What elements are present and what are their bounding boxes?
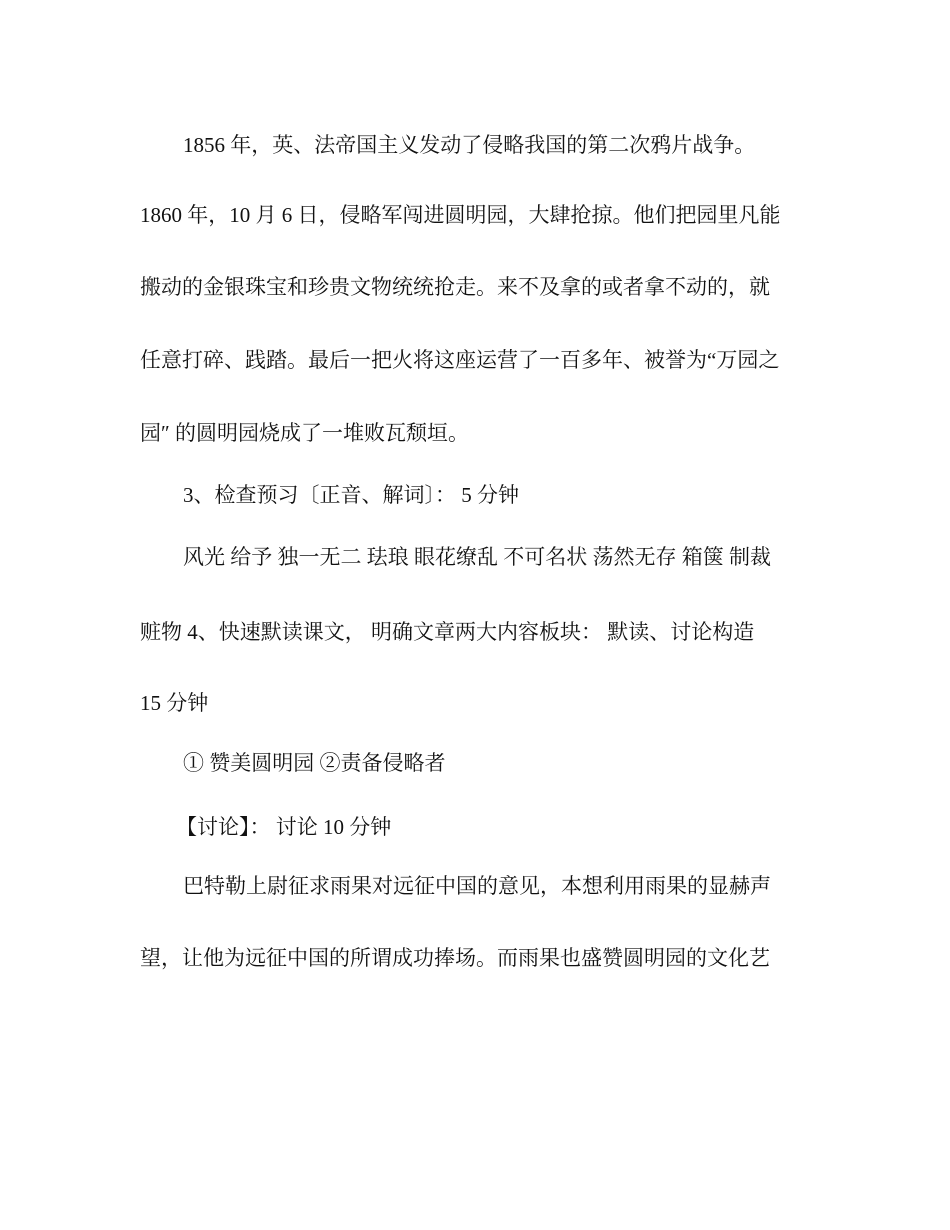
paragraph-line: 1860 年，10 月 6 日，侵略军闯进圆明园，大肆抢掠。他们把园里凡能: [140, 203, 781, 227]
vocabulary-line: 风光 给予 独一无二 珐琅 眼花缭乱 不可名状 荡然无存 箱箧 制裁: [183, 545, 771, 569]
paragraph-line: 赃物 4、快速默读课文， 明确文章两大内容板块： 默读、讨论构造: [140, 620, 755, 644]
paragraph-line: 望，让他为远征中国的所谓成功捧场。而雨果也盛赞圆明园的文化艺: [140, 946, 770, 970]
paragraph-line: 任意打碎、践踏。最后一把火将这座运营了一百多年、被誉为“万园之: [140, 348, 780, 372]
discussion-heading: 【讨论】： 讨论 10 分钟: [176, 815, 392, 839]
paragraph-line: 巴特勒上尉征求雨果对远征中国的意见，本想利用雨果的显赫声: [183, 874, 771, 898]
paragraph-line: 1856 年，英、法帝国主义发动了侵略我国的第二次鸦片战争。: [183, 133, 756, 157]
paragraph-line: 搬动的金银珠宝和珍贵文物统统抢走。来不及拿的或者拿不动的，就: [140, 275, 770, 299]
paragraph-line: 园″ 的圆明园烧成了一堆败瓦颓垣。: [140, 421, 469, 445]
list-line: ① 赞美圆明园 ②责备侵略者: [183, 751, 446, 775]
section-heading: 3、检查预习〔正音、解词〕： 5 分钟: [183, 483, 519, 507]
paragraph-line: 15 分钟: [140, 691, 209, 715]
